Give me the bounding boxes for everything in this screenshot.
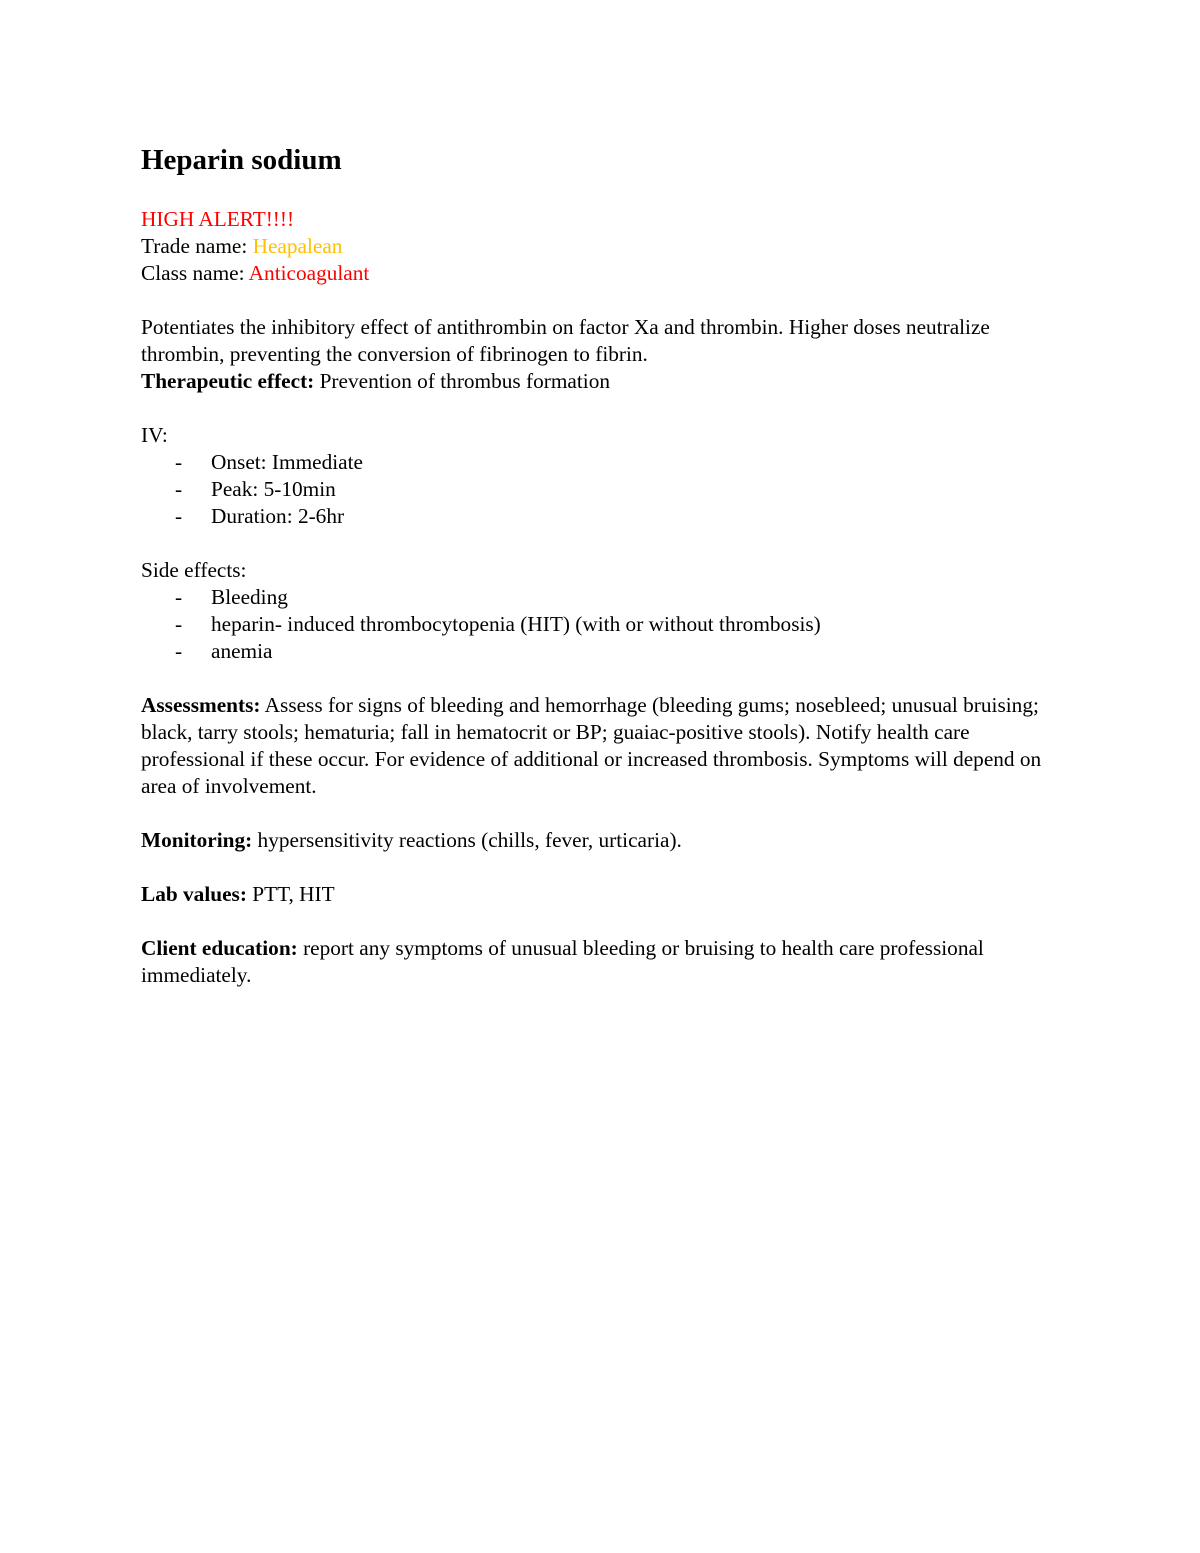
list-item (141, 449, 1071, 476)
spacer (141, 287, 1071, 314)
iv-duration: Duration: 2-6hr (211, 504, 345, 528)
side-effect-anemia: anemia (211, 639, 273, 663)
dash-marker: - (175, 450, 183, 474)
spacer (141, 908, 1071, 935)
monitoring-label: Monitoring: (141, 828, 253, 852)
trade-name-label: Trade name: (141, 234, 253, 258)
iv-list (141, 449, 1071, 530)
list-item (141, 611, 1071, 638)
trade-name-line (141, 233, 1071, 260)
trade-name-value: Heapalean (252, 234, 343, 258)
side-effects-list (141, 584, 1071, 665)
list-item (141, 584, 1071, 611)
therapeutic-effect-value: Prevention of thrombus formation (314, 369, 611, 393)
lab-values-line (141, 881, 1071, 908)
dash-marker: - (175, 504, 183, 528)
class-name-line (141, 260, 1071, 287)
client-education-label: Client education: (141, 936, 298, 960)
lab-values-label: Lab values: (141, 882, 247, 906)
document-title: Heparin sodium (141, 144, 342, 176)
high-alert-text: HIGH ALERT!!!! (141, 207, 295, 231)
assessments-paragraph (141, 692, 1071, 800)
document-page (141, 140, 1071, 989)
spacer (141, 665, 1071, 692)
list-item (141, 503, 1071, 530)
class-name-label: Class name: (141, 261, 249, 285)
side-effect-bleeding: Bleeding (211, 585, 288, 609)
side-effects-heading: Side effects: (141, 558, 247, 582)
iv-heading: IV: (141, 423, 168, 447)
spacer (141, 395, 1071, 422)
side-effect-hit: heparin- induced thrombocytopenia (HIT) (with or without thrombosis) (211, 612, 821, 636)
spacer (141, 854, 1071, 881)
monitoring-value: hypersensitivity reactions (chills, fever, urticaria). (252, 828, 682, 852)
iv-onset: Onset: Immediate (211, 450, 363, 474)
client-education-paragraph (141, 935, 1071, 989)
dash-marker: - (175, 477, 183, 501)
iv-peak: Peak: 5-10min (211, 477, 336, 501)
class-name-value: Anticoagulant (248, 261, 370, 285)
dash-marker: - (175, 585, 183, 609)
assessments-label: Assessments: (141, 693, 261, 717)
spacer (141, 530, 1071, 557)
monitoring-line (141, 827, 1071, 854)
dash-marker: - (175, 612, 183, 636)
lab-values-value: PTT, HIT (246, 882, 335, 906)
spacer (141, 800, 1071, 827)
client-education-value: report any symptoms of unusual bleeding or bruising to health care professional immediately. (141, 936, 984, 987)
therapeutic-effect-line (141, 368, 1071, 395)
therapeutic-effect-label: Therapeutic effect: (141, 369, 315, 393)
list-item (141, 476, 1071, 503)
list-item (141, 638, 1071, 665)
dash-marker: - (175, 639, 183, 663)
assessments-value: Assess for signs of bleeding and hemorrhage (bleeding gums; nosebleed; unusual bruising; black, tarry stools; hematuria; fall in hematocrit or BP; guaiac-positive stools). Notify health care professional if these occur. For evidence of additional or increased thrombosis. Symptoms will depend on area of involvement. (141, 693, 1042, 798)
mechanism-paragraph: Potentiates the inhibitory effect of antithrombin on factor Xa and thrombin. Higher doses neutralize thrombin, preventing the conversion of fibrinogen to fibrin. (141, 315, 990, 366)
